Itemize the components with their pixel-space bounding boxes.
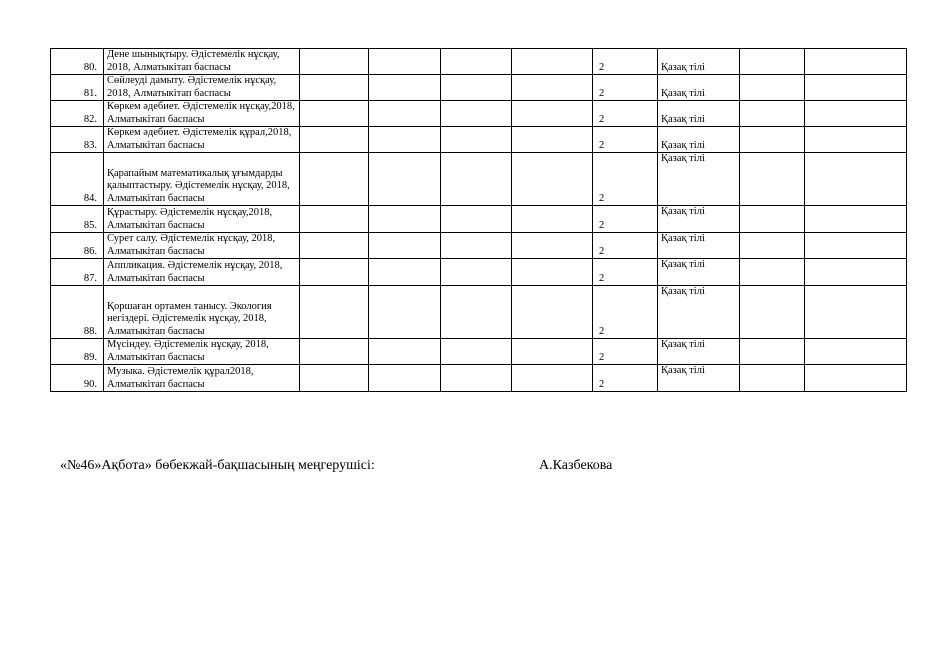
book-title: Құрастыру. Әдістемелік нұсқау,2018, Алматыкітап баспасы	[104, 206, 300, 233]
row-number: 81.	[51, 75, 104, 101]
empty-cell	[740, 127, 805, 153]
empty-cell	[740, 153, 805, 206]
empty-cell	[441, 233, 512, 259]
empty-cell	[300, 127, 369, 153]
empty-cell	[300, 259, 369, 286]
empty-cell	[512, 365, 593, 392]
empty-cell	[300, 49, 369, 75]
empty-cell	[512, 75, 593, 101]
empty-cell	[512, 233, 593, 259]
empty-cell	[369, 233, 441, 259]
empty-cell	[512, 127, 593, 153]
quantity: 2	[593, 286, 658, 339]
language: Қазақ тілі	[658, 206, 740, 233]
language: Қазақ тілі	[658, 153, 740, 206]
row-number: 86.	[51, 233, 104, 259]
empty-cell	[369, 365, 441, 392]
table-row	[51, 233, 907, 259]
empty-cell	[805, 127, 907, 153]
language: Қазақ тілі	[658, 101, 740, 127]
empty-cell	[805, 101, 907, 127]
book-title: Дене шынықтыру. Әдістемелік нұсқау, 2018, Алматыкітап баспасы	[104, 49, 300, 75]
organization-head-title: «№46»Ақбота» бөбекжай-бақшасының меңгерушісі:	[60, 458, 375, 473]
language: Қазақ тілі	[658, 339, 740, 365]
book-title: Қоршаған ортамен танысу. Экология негіздері. Әдістемелік нұсқау, 2018, Алматыкітап баспасы	[104, 286, 300, 339]
table-row	[51, 365, 907, 392]
empty-cell	[369, 101, 441, 127]
empty-cell	[300, 101, 369, 127]
empty-cell	[805, 339, 907, 365]
empty-cell	[740, 49, 805, 75]
empty-cell	[441, 365, 512, 392]
table-row	[51, 153, 907, 206]
empty-cell	[512, 286, 593, 339]
empty-cell	[300, 365, 369, 392]
book-title: Музыка. Әдістемелік құрал2018, Алматыкітап баспасы	[104, 365, 300, 392]
table-row	[51, 286, 907, 339]
table-row	[51, 49, 907, 75]
language: Қазақ тілі	[658, 259, 740, 286]
table-row	[51, 75, 907, 101]
empty-cell	[300, 206, 369, 233]
empty-cell	[369, 206, 441, 233]
empty-cell	[441, 127, 512, 153]
empty-cell	[740, 101, 805, 127]
row-number: 89.	[51, 339, 104, 365]
empty-cell	[441, 259, 512, 286]
head-name: А.Казбекова	[539, 458, 613, 473]
book-title: Көркем әдебиет. Әдістемелік нұсқау,2018, Алматыкітап баспасы	[104, 101, 300, 127]
empty-cell	[805, 153, 907, 206]
empty-cell	[441, 206, 512, 233]
empty-cell	[740, 75, 805, 101]
empty-cell	[300, 75, 369, 101]
row-number: 83.	[51, 127, 104, 153]
book-title: Көркем әдебиет. Әдістемелік құрал,2018, Алматыкітап баспасы	[104, 127, 300, 153]
empty-cell	[441, 49, 512, 75]
empty-cell	[805, 206, 907, 233]
empty-cell	[512, 49, 593, 75]
quantity: 2	[593, 101, 658, 127]
row-number: 80.	[51, 49, 104, 75]
quantity: 2	[593, 206, 658, 233]
row-number: 90.	[51, 365, 104, 392]
table-row	[51, 259, 907, 286]
empty-cell	[805, 259, 907, 286]
book-title: Қарапайым математикалық ұғымдарды қалыптастыру. Әдістемелік нұсқау, 2018, Алматыкітап баспасы	[104, 153, 300, 206]
quantity: 2	[593, 259, 658, 286]
empty-cell	[805, 49, 907, 75]
empty-cell	[369, 339, 441, 365]
book-title: Сөйлеуді дамыту. Әдістемелік нұсқау, 2018, Алматыкітап баспасы	[104, 75, 300, 101]
book-title: Аппликация. Әдістемелік нұсқау, 2018, Алматыкітап баспасы	[104, 259, 300, 286]
row-number: 84.	[51, 153, 104, 206]
quantity: 2	[593, 339, 658, 365]
empty-cell	[441, 75, 512, 101]
empty-cell	[805, 75, 907, 101]
empty-cell	[300, 233, 369, 259]
empty-cell	[740, 339, 805, 365]
empty-cell	[369, 75, 441, 101]
table-row	[51, 339, 907, 365]
quantity: 2	[593, 153, 658, 206]
quantity: 2	[593, 75, 658, 101]
language: Қазақ тілі	[658, 127, 740, 153]
empty-cell	[441, 286, 512, 339]
row-number: 88.	[51, 286, 104, 339]
empty-cell	[512, 259, 593, 286]
table-row	[51, 206, 907, 233]
empty-cell	[740, 365, 805, 392]
empty-cell	[441, 101, 512, 127]
language: Қазақ тілі	[658, 286, 740, 339]
empty-cell	[740, 286, 805, 339]
empty-cell	[512, 101, 593, 127]
empty-cell	[369, 286, 441, 339]
language: Қазақ тілі	[658, 75, 740, 101]
empty-cell	[740, 233, 805, 259]
book-title: Сурет салу. Әдістемелік нұсқау, 2018, Алматыкітап баспасы	[104, 233, 300, 259]
empty-cell	[441, 339, 512, 365]
empty-cell	[805, 365, 907, 392]
books-table	[50, 48, 907, 392]
empty-cell	[369, 49, 441, 75]
language: Қазақ тілі	[658, 49, 740, 75]
empty-cell	[512, 206, 593, 233]
language: Қазақ тілі	[658, 233, 740, 259]
empty-cell	[300, 153, 369, 206]
empty-cell	[512, 339, 593, 365]
empty-cell	[369, 259, 441, 286]
empty-cell	[300, 339, 369, 365]
table-row	[51, 101, 907, 127]
empty-cell	[805, 233, 907, 259]
empty-cell	[369, 153, 441, 206]
empty-cell	[369, 127, 441, 153]
row-number: 82.	[51, 101, 104, 127]
empty-cell	[740, 206, 805, 233]
empty-cell	[300, 286, 369, 339]
empty-cell	[441, 153, 512, 206]
quantity: 2	[593, 365, 658, 392]
empty-cell	[805, 286, 907, 339]
quantity: 2	[593, 49, 658, 75]
empty-cell	[512, 153, 593, 206]
row-number: 87.	[51, 259, 104, 286]
book-title: Мүсіндеу. Әдістемелік нұсқау, 2018, Алматыкітап баспасы	[104, 339, 300, 365]
language: Қазақ тілі	[658, 365, 740, 392]
quantity: 2	[593, 233, 658, 259]
row-number: 85.	[51, 206, 104, 233]
empty-cell	[740, 259, 805, 286]
quantity: 2	[593, 127, 658, 153]
table-row	[51, 127, 907, 153]
